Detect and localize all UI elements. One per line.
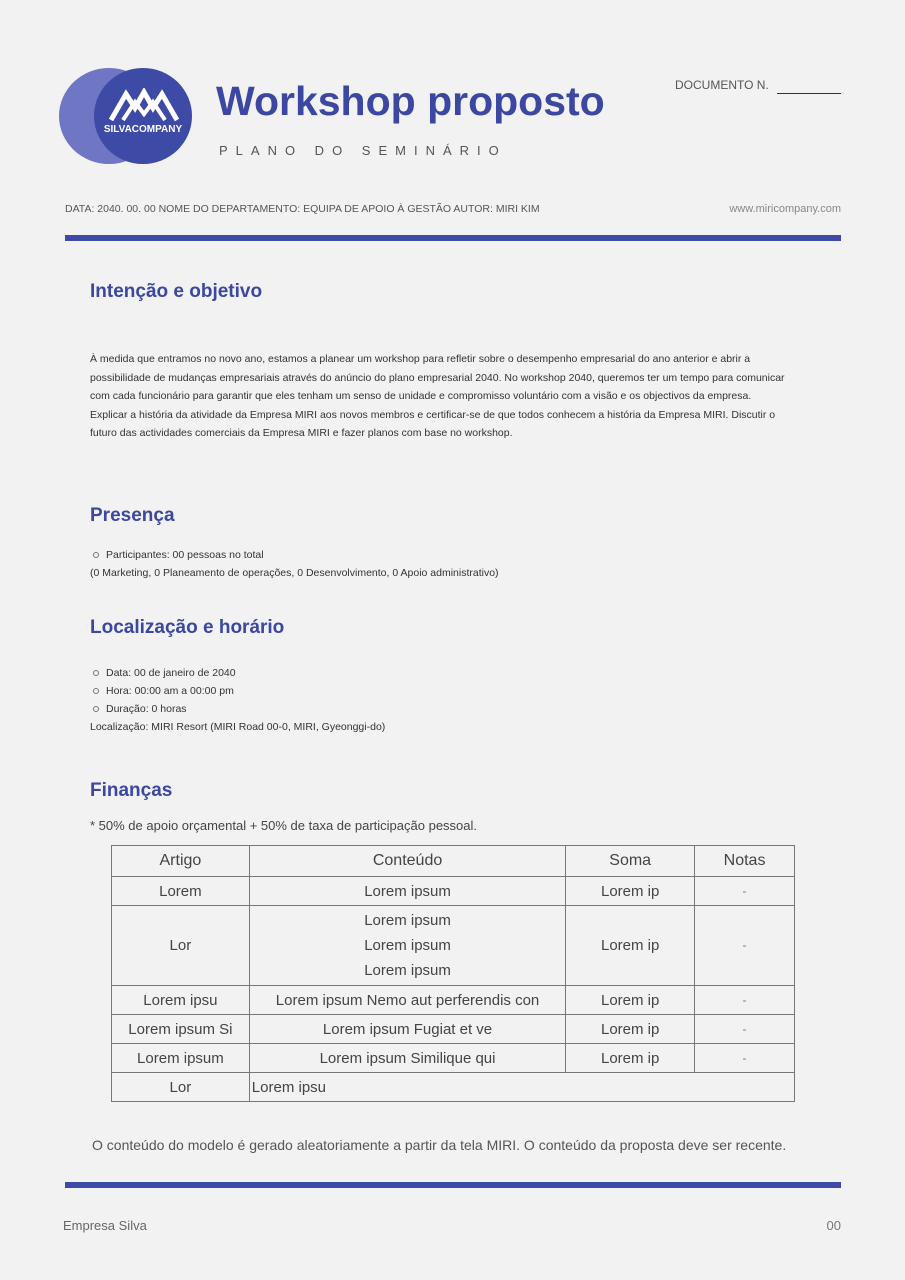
document-subtitle: PLANO DO SEMINÁRIO bbox=[219, 143, 507, 158]
table-row bbox=[112, 986, 795, 1015]
bullet-icon bbox=[93, 688, 99, 694]
section-heading-location: Localização e horário bbox=[90, 617, 285, 638]
bullet-icon bbox=[93, 706, 99, 712]
document-number-label: DOCUMENTO N. bbox=[675, 78, 769, 92]
document-title: Workshop proposto bbox=[216, 78, 605, 124]
table-cell-item: Lor bbox=[112, 1073, 250, 1102]
table-cell-notes: - bbox=[695, 1015, 795, 1044]
table-cell-content: Lorem ipsum bbox=[249, 877, 565, 906]
finance-table bbox=[111, 845, 795, 1102]
disclaimer-text: O conteúdo do modelo é gerado aleatoriamente a partir da tela MIRI. O conteúdo da proposta deve ser recente. bbox=[92, 1137, 787, 1153]
location-bullet bbox=[90, 667, 236, 679]
header-divider bbox=[65, 235, 841, 241]
table-cell-content: Lorem ipsum Nemo aut perferendis con bbox=[249, 986, 565, 1015]
location-bullet bbox=[90, 703, 187, 715]
table-cell-sum: Lorem ip bbox=[566, 906, 695, 986]
table-cell-notes: - bbox=[695, 986, 795, 1015]
table-cell-notes: - bbox=[695, 906, 795, 986]
table-cell-item: Lorem ipsum bbox=[112, 1044, 250, 1073]
presence-detail: (0 Marketing, 0 Planeamento de operações, 0 Desenvolvimento, 0 Apoio administrativo) bbox=[90, 567, 499, 579]
content-line: Lorem ipsum bbox=[364, 912, 451, 929]
intent-line: possibilidade de mudanças empresariais através do anúncio do plano empresarial 2040. No workshop 2040, queremos ter um tempo para comunicar bbox=[90, 371, 785, 384]
bullet-icon bbox=[93, 552, 99, 558]
column-header: Artigo bbox=[112, 846, 250, 877]
table-row bbox=[112, 877, 795, 906]
table-cell-sum: Lorem ip bbox=[566, 877, 695, 906]
location-duration: Duração: 0 horas bbox=[106, 703, 187, 715]
table-row bbox=[112, 1015, 795, 1044]
finance-note: * 50% de apoio orçamental + 50% de taxa de participação pessoal. bbox=[90, 818, 478, 833]
table-cell-content: Lorem ipsum Similique qui bbox=[249, 1044, 565, 1073]
table-cell-content bbox=[249, 906, 565, 986]
footer-divider bbox=[65, 1182, 841, 1188]
table-cell-item: Lorem bbox=[112, 877, 250, 906]
section-heading-presence: Presença bbox=[90, 505, 175, 526]
intent-line: futuro das actividades comerciais da Empresa MIRI e fazer planos com base no workshop. bbox=[90, 427, 513, 440]
logo-text: SILVACOMPANY bbox=[103, 124, 183, 135]
table-cell-notes: - bbox=[695, 1044, 795, 1073]
document-number-field[interactable] bbox=[777, 93, 841, 94]
bullet-icon bbox=[93, 670, 99, 676]
intent-paragraph bbox=[90, 350, 815, 443]
intent-line: À medida que entramos no novo ano, estamos a planear um workshop para refletir sobre o desempenho empresarial do ano anterior e abrir a bbox=[90, 353, 751, 365]
section-heading-finance: Finanças bbox=[90, 780, 173, 801]
footer-company: Empresa Silva bbox=[63, 1218, 147, 1233]
table-cell-item: Lor bbox=[112, 906, 250, 986]
location-date: Data: 00 de janeiro de 2040 bbox=[106, 667, 236, 679]
table-row bbox=[112, 906, 795, 986]
table-cell-content: Lorem ipsum Fugiat et ve bbox=[249, 1015, 565, 1044]
location-bullet bbox=[90, 685, 234, 697]
presence-bullet bbox=[90, 549, 264, 561]
table-cell-sum: Lorem ip bbox=[566, 986, 695, 1015]
page-number: 00 bbox=[826, 1218, 841, 1233]
table-total-row bbox=[112, 1073, 795, 1102]
table-cell-sum: Lorem ip bbox=[566, 1044, 695, 1073]
intent-line: Explicar a história da atividade da Empresa MIRI aos novos membros e certificar-se de que todos conhecem a história da Empresa MIRI. Discutir o bbox=[90, 408, 776, 421]
location-detail: Localização: MIRI Resort (MIRI Road 00-0, MIRI, Gyeonggi-do) bbox=[90, 721, 386, 733]
presence-participants: Participantes: 00 pessoas no total bbox=[106, 549, 264, 561]
column-header: Conteúdo bbox=[249, 846, 565, 877]
table-cell-notes: - bbox=[695, 877, 795, 906]
table-header-row bbox=[112, 846, 795, 877]
website-link[interactable]: www.miricompany.com bbox=[729, 203, 841, 215]
mountain-logo-icon bbox=[109, 88, 179, 122]
content-line: Lorem ipsum bbox=[364, 962, 451, 979]
table-cell-total-content: Lorem ipsu bbox=[249, 1073, 794, 1102]
column-header: Soma bbox=[566, 846, 695, 877]
section-heading-intent: Intenção e objetivo bbox=[90, 281, 263, 302]
table-cell-item: Lorem ipsum Si bbox=[112, 1015, 250, 1044]
table-cell-sum: Lorem ip bbox=[566, 1015, 695, 1044]
document-meta: DATA: 2040. 00. 00 NOME DO DEPARTAMENTO: EQUIPA DE APOIO À GESTÃO AUTOR: MIRI KIM bbox=[65, 203, 540, 215]
table-row bbox=[112, 1044, 795, 1073]
column-header: Notas bbox=[695, 846, 795, 877]
location-time: Hora: 00:00 am a 00:00 pm bbox=[106, 685, 234, 697]
intent-line: com cada funcionário para garantir que eles tenham um senso de unidade e compromisso voluntário com a visão e os objectivos da empresa. bbox=[90, 390, 752, 403]
table-cell-item: Lorem ipsu bbox=[112, 986, 250, 1015]
content-line: Lorem ipsum bbox=[364, 937, 451, 954]
